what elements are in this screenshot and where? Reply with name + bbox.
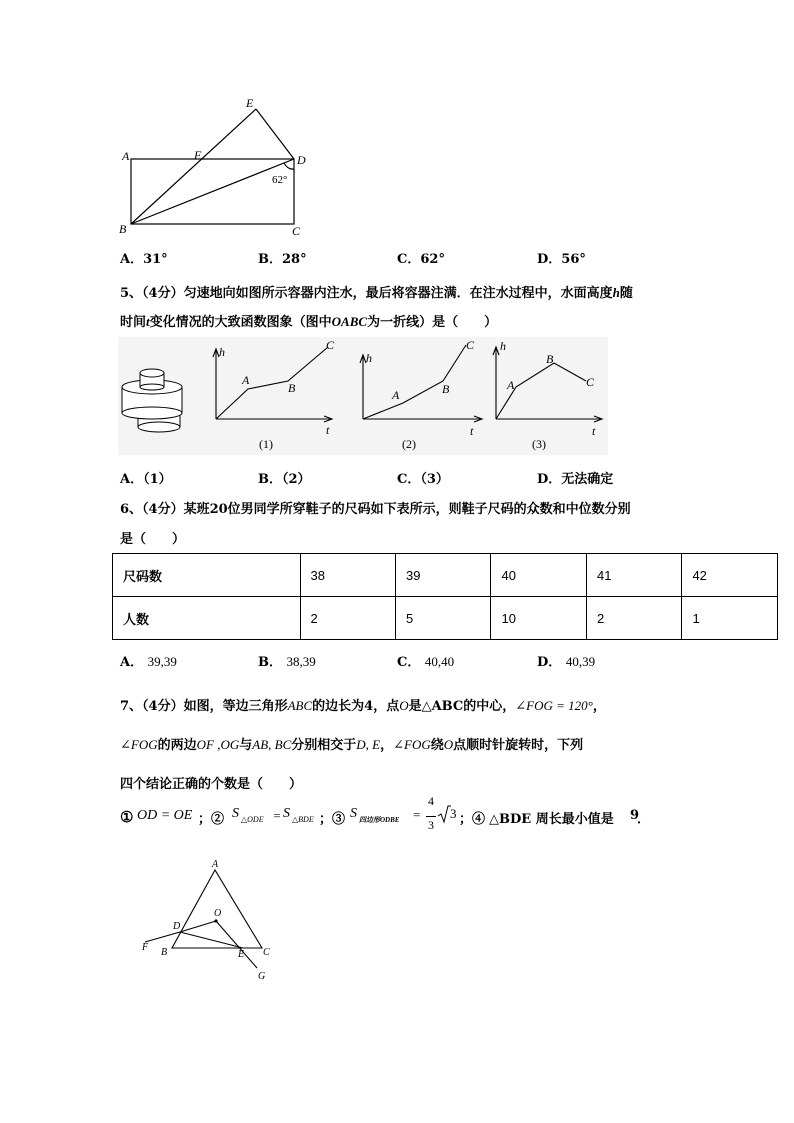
label-e: E: [246, 96, 254, 110]
q6-option-a-label: A．: [120, 655, 144, 670]
q7-s3-denominator: 3: [428, 818, 434, 832]
q6-line2: 是（ ）: [120, 532, 186, 547]
q7-text-2d: ，: [380, 738, 394, 753]
q6-option-c-value: 40,40: [424, 654, 455, 669]
q5-option-b[interactable]: B．（2）: [258, 472, 311, 487]
g1-label-c: C: [326, 338, 335, 352]
q7-o-2: O: [443, 737, 454, 752]
q4-option-a[interactable]: A．31°: [120, 252, 168, 267]
q5-option-c[interactable]: C．（3）: [397, 472, 449, 487]
label-b: B: [119, 222, 127, 236]
q5-text-2a: 时间: [120, 315, 147, 330]
q7-s3-sep: ；④: [459, 812, 486, 827]
q7-s4-end: ．: [637, 812, 651, 827]
table-cell: 2: [586, 597, 681, 640]
q7-angle-fog: ∠FOG: [120, 737, 158, 752]
g1-label-a: A: [242, 373, 250, 387]
table-cell: 42: [682, 554, 778, 597]
q6-option-d-label: D．: [537, 655, 562, 670]
angle-arc: [284, 163, 294, 169]
q7-ab-bc: AB, BC: [252, 737, 292, 752]
label-o: O: [214, 908, 222, 919]
angle-62: 62°: [272, 174, 288, 186]
q7-de: D, E: [356, 737, 381, 752]
q5-figure: [118, 337, 610, 457]
q7-text-2e: 绕: [430, 738, 444, 753]
table-cell: 10: [491, 597, 586, 640]
g3-label-b: B: [546, 352, 554, 366]
q7-s2-s1: S: [232, 806, 239, 821]
q7-s2-eq: =: [270, 808, 284, 823]
label-d: D: [173, 921, 181, 932]
g3-axis-h: h: [500, 339, 506, 353]
q5-text-2c: 为一折线）是（ ）: [367, 315, 498, 330]
q6-line1: 6、（4分）某班20位男同学所穿鞋子的尺码如下表所示，则鞋子尺码的众数和中位数分别: [120, 502, 631, 517]
q4-option-d[interactable]: D．56°: [537, 252, 586, 267]
label-d: D: [297, 153, 306, 167]
q5-text-1-end: 随: [619, 286, 633, 301]
segment-og: [216, 921, 257, 968]
label-b: B: [161, 947, 168, 958]
g3-axis-t: t: [592, 424, 596, 438]
q7-line2: [120, 734, 583, 753]
q5-line2: [120, 311, 497, 330]
table-header-size: 尺码数: [113, 554, 301, 597]
q5-text-1: 5、（4分）匀速地向如图所示容器内注水，最后将容器注满．在注水过程中，水面高度: [120, 286, 613, 301]
segment-eb: [131, 109, 256, 224]
q7-text-2c: 分别相交于: [291, 738, 357, 753]
q7-angle-fog-120: ∠FOG = 120°: [515, 698, 593, 713]
sqrt-sign-icon: [437, 804, 451, 824]
label-e: E: [238, 949, 245, 960]
g2-label-c: C: [466, 338, 475, 352]
table-cell: 2: [300, 597, 395, 640]
q7-figure: [135, 855, 295, 985]
q7-s3-sub: 四边形ODBE: [359, 816, 400, 824]
segment-fd: [145, 932, 180, 942]
q7-text-2f: 点顺时针旋转时，下列: [453, 738, 584, 753]
q6-option-c[interactable]: [397, 651, 454, 670]
table-header-count: 人数: [113, 597, 301, 640]
table-cell: 39: [396, 554, 491, 597]
label-a: A: [212, 859, 219, 870]
q7-s2-sep: ；③: [319, 812, 346, 827]
table-row: [113, 554, 778, 597]
q7-s3-eq: =: [413, 807, 421, 822]
q6-option-b-value: 38,39: [286, 654, 316, 669]
table-cell: 38: [300, 554, 395, 597]
q7-s1-sep: ；②: [198, 812, 225, 827]
q7-text-2b: 与: [239, 738, 253, 753]
q6-option-d[interactable]: [537, 651, 595, 670]
q6-option-a-value: 39,39: [147, 654, 177, 669]
g1-axis-t: t: [326, 423, 330, 437]
q7-s4-text: △BDE 周长最小值是: [489, 812, 614, 827]
table-cell: 5: [396, 597, 491, 640]
label-f: F: [194, 148, 202, 162]
g1-label-b: B: [288, 381, 296, 395]
g3-label-c: C: [586, 375, 595, 389]
q5-option-d[interactable]: D．无法确定: [537, 472, 614, 487]
table-row: [113, 597, 778, 640]
label-c: C: [292, 224, 301, 238]
q7-s3-radicand: 3: [450, 806, 457, 821]
q7-line1: [120, 695, 606, 714]
q7-s3-s: S: [350, 806, 357, 821]
g2-axis-t: t: [470, 424, 474, 438]
q7-angle-fog-2: ∠FOG: [393, 737, 431, 752]
q5-line1: [120, 282, 633, 301]
q7-line3: 四个结论正确的个数是（ ）: [120, 777, 303, 792]
q7-text-1c: 是△ABC的中心，: [408, 699, 516, 714]
q4-figure: [110, 92, 320, 242]
q4-option-c[interactable]: C．62°: [397, 252, 445, 267]
g1-axis-h: h: [219, 345, 225, 359]
segment-de: [180, 932, 243, 948]
q7-s4-value: 9: [630, 808, 640, 823]
q7-text-1d: ，: [592, 699, 606, 714]
q7-text-1a: 7、（4分）如图，等边三角形: [120, 699, 288, 714]
segment-bd: [131, 159, 294, 224]
q7-text-2a: 的两边: [157, 738, 197, 753]
table-cell: 1: [682, 597, 778, 640]
q6-option-b[interactable]: [258, 651, 316, 670]
g2-caption: (2): [402, 437, 416, 451]
q7-abc: ABC: [287, 698, 313, 713]
q7-s2-sub2: △BDE: [292, 815, 314, 824]
q7-s1-eq: OD = OE: [137, 808, 193, 823]
g3-caption: (3): [532, 437, 546, 451]
q7-s3-numerator: 4: [428, 794, 434, 808]
g1-caption: (1): [259, 437, 273, 451]
q5-var-t: t: [146, 314, 150, 329]
q6-option-b-label: B．: [258, 655, 282, 670]
q7-s2-sub1: △ODE: [241, 815, 264, 824]
label-g: G: [258, 971, 266, 982]
q5-option-a[interactable]: A．（1）: [120, 472, 172, 487]
q7-s2-s2: S: [283, 806, 290, 821]
q7-s3-fraction-bar: [426, 816, 436, 817]
table-cell: 40: [491, 554, 586, 597]
q6-option-c-label: C．: [397, 655, 421, 670]
q5-oabc: OABC: [331, 314, 368, 329]
q6-option-d-value: 40,39: [565, 654, 596, 669]
q7-s1-num: ①: [120, 808, 134, 826]
label-a: A: [122, 149, 130, 163]
point-o: [214, 919, 217, 922]
table-cell: 41: [586, 554, 681, 597]
q7-text-1b: 的边长为4，点: [312, 699, 400, 714]
g2-label-b: B: [442, 382, 450, 396]
label-f: F: [142, 942, 149, 953]
label-c: C: [263, 947, 270, 958]
q4-option-b[interactable]: B．28°: [258, 252, 307, 267]
segment-ed: [256, 109, 294, 159]
q5-var-h: h: [612, 285, 620, 300]
shoe-size-table: [112, 553, 778, 640]
q7-o: O: [399, 698, 409, 713]
g3-label-a: A: [507, 378, 515, 392]
g2-axis-h: h: [366, 351, 372, 365]
q6-option-a[interactable]: [120, 651, 177, 670]
q7-sides: OF ,OG: [196, 737, 240, 752]
q5-text-2b: 变化情况的大致函数图象（图中: [149, 315, 332, 330]
g2-label-a: A: [392, 388, 400, 402]
